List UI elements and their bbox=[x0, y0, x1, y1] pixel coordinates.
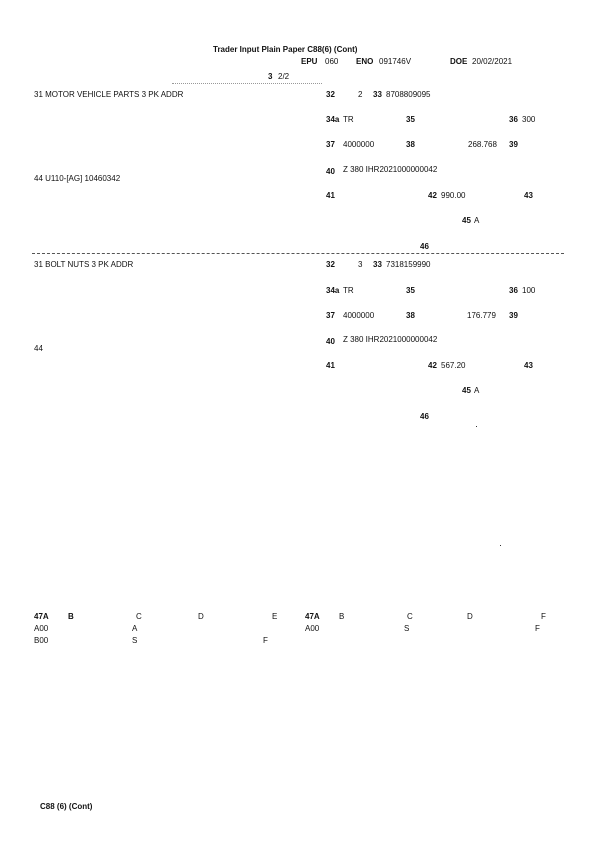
page-number: 2/2 bbox=[278, 72, 290, 81]
form-footer-label: C88 (6) (Cont) bbox=[40, 802, 93, 811]
item2-label-41: 41 bbox=[326, 361, 335, 370]
item1-label-40: 40 bbox=[326, 167, 335, 176]
item2-value-40: Z 380 IHR2021000000042 bbox=[343, 335, 438, 344]
item1-label-35: 35 bbox=[406, 115, 415, 124]
item1-value-36: 300 bbox=[522, 115, 536, 124]
tax-left-row1-type: A00 bbox=[34, 624, 49, 633]
item2-value-34a: TR bbox=[343, 286, 354, 295]
tax-left-header-d: D bbox=[198, 612, 204, 621]
epu-value: 060 bbox=[325, 57, 339, 66]
tax-right-header-b: B bbox=[339, 612, 345, 621]
item1-label-41: 41 bbox=[326, 191, 335, 200]
item2-field-44: 44 bbox=[34, 344, 43, 353]
document-title: Trader Input Plain Paper C88(6) (Cont) bbox=[213, 45, 358, 54]
tax-left-row2-c: S bbox=[132, 636, 138, 645]
item1-value-32: 2 bbox=[358, 90, 363, 99]
item1-label-43: 43 bbox=[524, 191, 533, 200]
tax-left-header-e: E bbox=[272, 612, 278, 621]
tax-right-header-d: D bbox=[467, 612, 473, 621]
item2-label-34a: 34a bbox=[326, 286, 340, 295]
item1-value-38: 268.768 bbox=[468, 140, 497, 149]
item1-label-42: 42 bbox=[428, 191, 437, 200]
item1-label-46: 46 bbox=[420, 242, 429, 251]
item1-value-45: A bbox=[474, 216, 480, 225]
header-rule bbox=[172, 83, 322, 84]
tax-right-row1-type: A00 bbox=[305, 624, 320, 633]
tax-left-header-b: B bbox=[68, 612, 74, 621]
item2-label-45: 45 bbox=[462, 386, 471, 395]
item2-commodity-code: 7318159990 bbox=[386, 260, 431, 269]
doe-value: 20/02/2021 bbox=[472, 57, 513, 66]
item2-label-35: 35 bbox=[406, 286, 415, 295]
item1-description: 31 MOTOR VEHICLE PARTS 3 PK ADDR bbox=[34, 90, 184, 99]
item2-label-42: 42 bbox=[428, 361, 437, 370]
item2-description: 31 BOLT NUTS 3 PK ADDR bbox=[34, 260, 134, 269]
item2-value-37: 4000000 bbox=[343, 311, 375, 320]
item1-label-36: 36 bbox=[509, 115, 518, 124]
item2-label-33: 33 bbox=[373, 260, 382, 269]
item1-label-32: 32 bbox=[326, 90, 335, 99]
item2-label-46: 46 bbox=[420, 412, 429, 421]
scan-speck bbox=[500, 545, 501, 546]
item2-value-42: 567.20 bbox=[441, 361, 466, 370]
item2-value-38: 176.779 bbox=[467, 311, 496, 320]
item-number: 3 bbox=[268, 72, 273, 81]
item1-label-38: 38 bbox=[406, 140, 415, 149]
tax-right-header-f: F bbox=[541, 612, 546, 621]
item-separator bbox=[32, 253, 564, 254]
item1-field-44: 44 U110-[AG] 10460342 bbox=[34, 174, 121, 183]
item2-label-43: 43 bbox=[524, 361, 533, 370]
item1-commodity-code: 8708809095 bbox=[386, 90, 431, 99]
item1-label-34a: 34a bbox=[326, 115, 340, 124]
tax-right-row1-c: S bbox=[404, 624, 410, 633]
item1-value-42: 990.00 bbox=[441, 191, 466, 200]
tax-left-row2-f: F bbox=[263, 636, 268, 645]
item1-label-33: 33 bbox=[373, 90, 382, 99]
item1-label-37: 37 bbox=[326, 140, 335, 149]
item1-label-39: 39 bbox=[509, 140, 518, 149]
item1-value-37: 4000000 bbox=[343, 140, 375, 149]
tax-left-header-c: C bbox=[136, 612, 142, 621]
item2-value-36: 100 bbox=[522, 286, 536, 295]
eno-value: 091746V bbox=[379, 57, 412, 66]
item2-label-32: 32 bbox=[326, 260, 335, 269]
item2-label-36: 36 bbox=[509, 286, 518, 295]
item1-value-34a: TR bbox=[343, 115, 354, 124]
epu-label: EPU bbox=[301, 57, 318, 66]
scan-speck bbox=[476, 426, 477, 427]
tax-left-row1-c: A bbox=[132, 624, 138, 633]
item2-value-32: 3 bbox=[358, 260, 363, 269]
tax-right-header-c: C bbox=[407, 612, 413, 621]
tax-right-row1-f: F bbox=[535, 624, 540, 633]
item1-value-40: Z 380 IHR2021000000042 bbox=[343, 165, 438, 174]
tax-left-header-47a: 47A bbox=[34, 612, 49, 621]
item2-value-45: A bbox=[474, 386, 480, 395]
tax-left-row2-type: B00 bbox=[34, 636, 49, 645]
doe-label: DOE bbox=[450, 57, 468, 66]
item2-label-39: 39 bbox=[509, 311, 518, 320]
tax-right-header-47a: 47A bbox=[305, 612, 320, 621]
item2-label-40: 40 bbox=[326, 337, 335, 346]
item2-label-38: 38 bbox=[406, 311, 415, 320]
item1-label-45: 45 bbox=[462, 216, 471, 225]
item2-label-37: 37 bbox=[326, 311, 335, 320]
eno-label: ENO bbox=[356, 57, 374, 66]
